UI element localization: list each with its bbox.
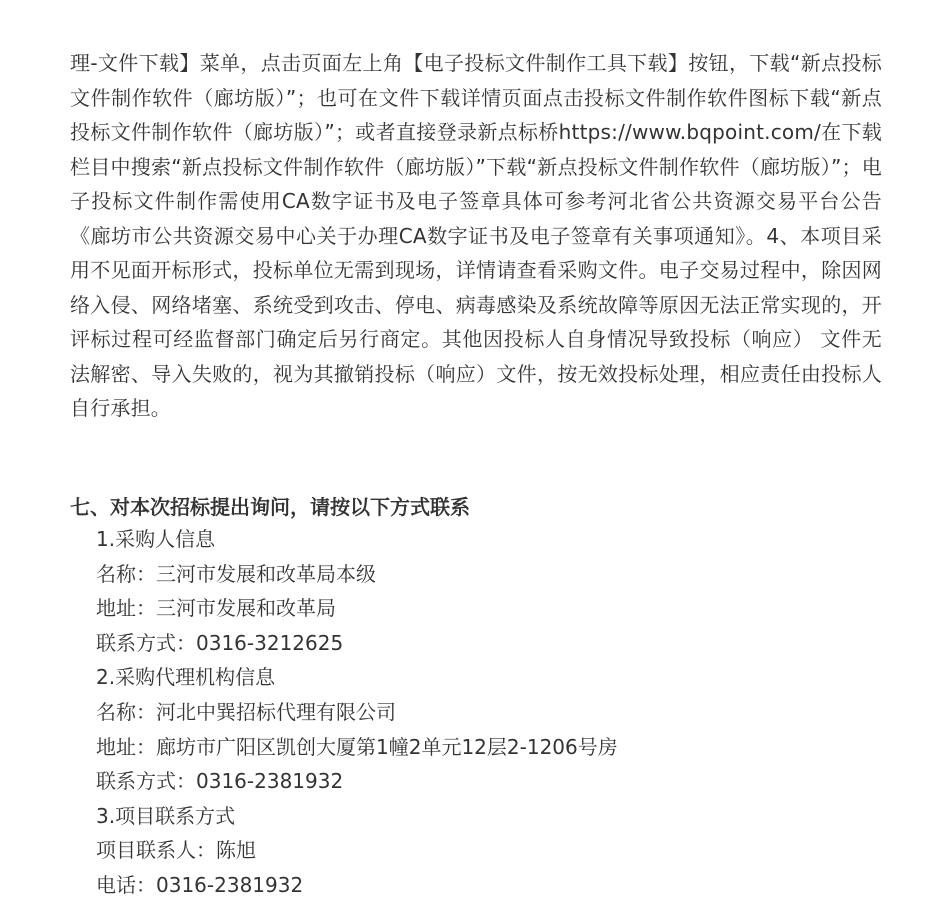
- project-contact-person: 项目联系人：陈旭: [96, 838, 256, 863]
- document-page: [70, 0, 882, 897]
- agency-info-title: 2.采购代理机构信息: [96, 665, 276, 690]
- body-paragraph: 理-文件下载】菜单，点击页面左上角【电子投标文件制作工具下载】按钮，下载“新点投标文件制作软件（廊坊版）”；也可在文件下载详情页面点击投标文件制作软件图标下载“新点投标文件制作软件（廊坊版）”；或者直接登录新点标桥https://www.bqpoint.com/在下载栏目中搜索“新点投标文件制作软件（廊坊版）”下载“新点投标文件制作软件（廊坊版）”；电子投标文件制作需使用CA数字证书及电子签章具体可参考河北省公共资源交易平台公告《廊坊市公共资源交易中心关于办理CA数字证书及电子签章有关事项通知》。4、本项目采用不见面开标形式，投标单位无需到现场，详情请查看采购文件。电子交易过程中，除因网络入侵、网络堵塞、系统受到攻击、停电、病毒感染及系统故障等原因无法正常实现的，开评标过程可经监督部门确定后另行商定。其他因投标人自身情况导致投标（响应） 文件无法解密、导入失败的，视为其撤销投标（响应）文件，按无效投标处理，相应责任由投标人自行承担。: [70, 51, 882, 420]
- contact-info-list: [96, 522, 618, 903]
- agency-name: 名称：河北中巽招标代理有限公司: [96, 699, 396, 724]
- purchaser-phone: 联系方式：0316-3212625: [96, 630, 344, 655]
- purchaser-name: 名称：三河市发展和改革局本级: [96, 561, 376, 586]
- purchaser-info-title: 1.采购人信息: [96, 527, 216, 551]
- project-contact-phone: 电话：0316-2381932: [96, 872, 304, 897]
- agency-phone: 联系方式：0316-2381932: [96, 769, 344, 794]
- agency-address: 地址：廊坊市广阳区凯创大厦第1幢2单元12层2-1206号房: [96, 734, 618, 759]
- project-contact-title: 3.项目联系方式: [96, 803, 236, 828]
- purchaser-address: 地址：三河市发展和改革局: [96, 596, 336, 621]
- contact-section-heading: 七、对本次招标提出询问，请按以下方式联系: [70, 495, 470, 519]
